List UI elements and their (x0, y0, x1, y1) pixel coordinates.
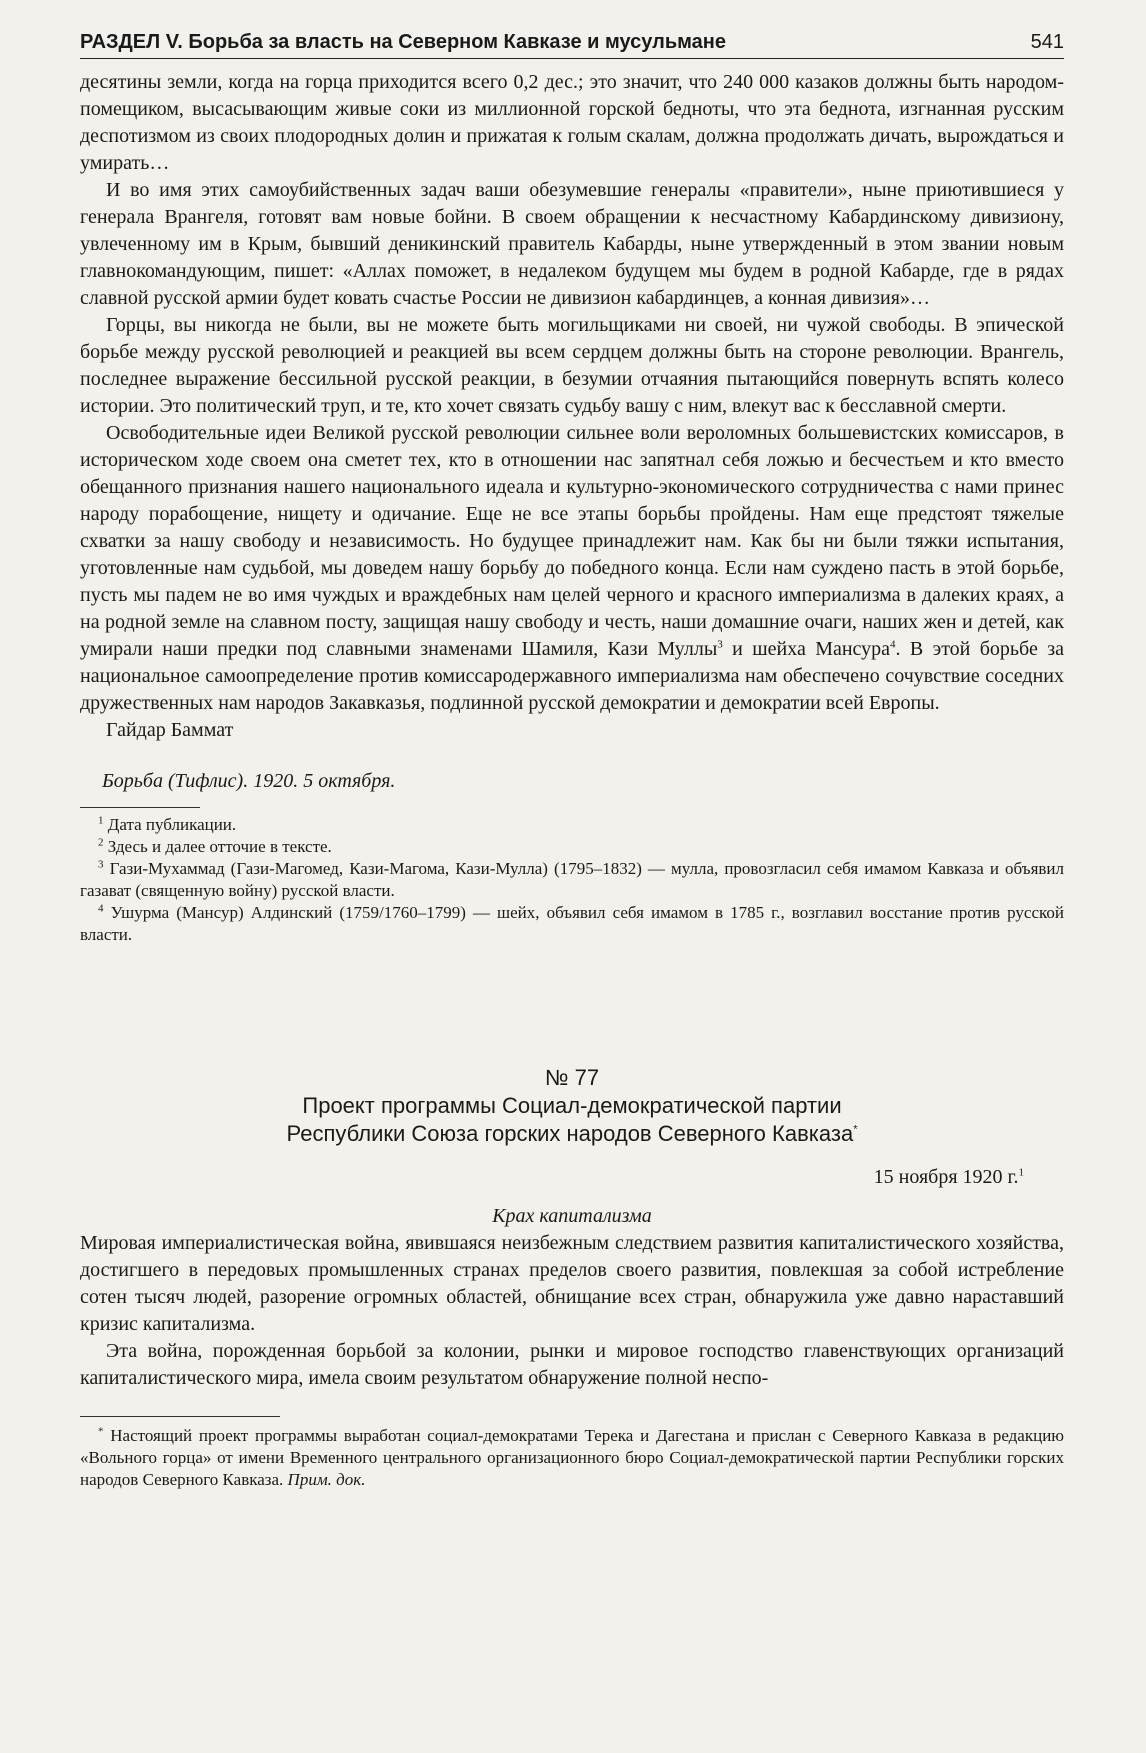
section-title: РАЗДЕЛ V. Борьба за власть на Северном Кавказе и мусульмане (80, 31, 727, 53)
document-title-line: Проект программы Социал-демократической партии (302, 1093, 842, 1118)
footnote-ref[interactable]: 4 (890, 638, 896, 651)
footnote-text: Здесь и далее отточие в тексте. (107, 837, 332, 856)
footnote-divider (80, 807, 200, 808)
paragraph: Горцы, вы никогда не были, вы не можете быть могильщиками ни своей, ни чужой свободы. В эпической борьбе между русской революцией и реакцией вы всем сердцем должны быть на стороне революции. Врангель, последнее выражение бессильной русской реакции, в безумии отчаяния пытающийся повернуть вспять колесо истории. Это политический труп, и те, кто хочет связать судьбу вашу с ним, влекут вас к бесславной смерти. (80, 314, 1064, 417)
section-heading: Крах капитализма (492, 1205, 652, 1227)
paragraph-part: . В этой борьбе за национальное самоопределение против комиссародержавного империализма нам обеспечено сочувствие соседних дружественных нам народов Закавказья, подлинной русской демократии и демократии всей Европы. (80, 638, 1064, 714)
document-title-text: Республики Союза горских народов Северного Кавказа (286, 1121, 854, 1146)
footnote (80, 1425, 1064, 1491)
footnote-text: Настоящий проект программы выработан социал-демократами Терека и Дагестана и прислан с Северного Кавказа в редакцию «Вольного горца» от имени Временного центрального организационного бюро Социал-демократической партии Республики горских народов Северного Кавказа. (80, 1426, 1065, 1489)
footnote (80, 836, 1064, 858)
footnote (80, 858, 1064, 902)
footnote-divider (80, 1416, 280, 1417)
footnote-ref[interactable]: 3 (717, 638, 723, 651)
paragraph: Эта война, порожденная борьбой за колонии, рынки и мировое господство главенствующих организаций капиталистического мира, имела своим результатом обнаружение полной неспо- (80, 1340, 1064, 1389)
footnote-mark: * (98, 1425, 104, 1438)
document-title-line (80, 1120, 1064, 1148)
footnote-mark: 3 (98, 858, 104, 871)
document-date (80, 1164, 1064, 1191)
footnote-text: Ушурма (Мансур) Алдинский (1759/1760–1799) — шейх, объявил себя имамом в 1785 г., возглавил восстание против русской власти. (80, 903, 1065, 944)
source-line: Борьба (Тифлис). 1920. 5 октября. (102, 770, 396, 792)
footnote-mark: 2 (98, 836, 104, 849)
footnote-mark: 4 (98, 902, 104, 915)
document-header (80, 1064, 1064, 1148)
signature: Гайдар Баммат (106, 719, 234, 741)
footnote-text: Дата публикации. (107, 815, 237, 834)
footnote-ref[interactable]: * (853, 1123, 858, 1136)
document-body (80, 1230, 1064, 1392)
footnote-mark: 1 (98, 814, 104, 827)
paragraph: десятины земли, когда на горца приходится всего 0,2 дес.; это значит, что 240 000 казаков должны быть народом-помещиком, высасывающим живые соки из миллионной горской бедноты, что эта беднота, изгнанная русским деспотизмом из своих плодородных долин и прижатая к голым скалам, должна продолжать дичать, вырождаться и умирать… (80, 71, 1064, 174)
page-number: 541 (1030, 31, 1064, 53)
document-date-text: 15 ноября 1920 г. (873, 1166, 1019, 1188)
paragraph-part: Освободительные идеи Великой русской революции сильнее воли вероломных большевистских комиссаров, в историческом ходе своем она сметет тех, кто в отношении нас запятнал себя ложью и бесчестьем и кто вместо обещанного признания нашего национального идеала и культурно-экономического сотрудничества с нами принес народу порабощение, нищету и одичание. Еще не все этапы борьбы пройдены. Нам еще предстоят тяжелые схватки за нашу свободу и независимость. Но будущее принадлежит нам. Как бы ни были тяжки испытания, уготовленные нам судьбой, мы доведем нашу борьбу до победного конца. Если нам суждено пасть в этой борьбе, пусть мы падем не во имя чуждых и враждебных нам целей черного и красного империализма в далеких краях, а на родной земле на славном посту, защищая нашу свободу и честь, наши домашние очаги, наших жен и детей, как умирали наши предки под славными знаменами Шамиля, Кази Муллы (80, 422, 1064, 660)
paragraph-part: и шейха Мансура (732, 638, 891, 660)
footnotes (80, 814, 1064, 946)
footnote-ref[interactable]: 1 (1018, 1166, 1024, 1179)
article-body (80, 69, 1064, 717)
paragraph: И во имя этих самоубийственных задач ваши обезумевшие генералы «правители», ныне приютившиеся у генерала Врангеля, готовят вам новые бойни. В своем обращении к несчастному Кабардинскому дивизиону, увлеченному им в Крым, бывший деникинский правитель Кабарды, ныне утвержденный в этом звании новым главнокомандующим, пишет: «Аллах поможет, в недалеком будущем мы будем в родной Кабарде, где в рядах славной русской армии будет ковать счастье России не дивизион кабардинцев, а конная дивизия»… (80, 179, 1064, 309)
document-number: № 77 (544, 1065, 600, 1090)
document-footnote (80, 1425, 1064, 1491)
footnote (80, 814, 1064, 836)
footnote (80, 902, 1064, 946)
footnote-note: Прим. док. (287, 1470, 366, 1489)
running-header (80, 0, 1064, 59)
paragraph: Мировая империалистическая война, явившаяся неизбежным следствием развития капиталистического хозяйства, достигшего в передовых промышленных странах пределов своего развития, повлекшая за собой истребление сотен тысяч людей, разорение огромных областей, обнищание всех стран, обнаружила уже давно нараставший кризис капитализма. (80, 1232, 1064, 1335)
paragraph (80, 420, 1064, 717)
footnote-text: Гази-Мухаммад (Гази-Магомед, Кази-Магома, Кази-Мулла) (1795–1832) — мулла, провозгласил себя имамом Кавказа и объявил газават (священную войну) русской власти. (80, 859, 1065, 900)
